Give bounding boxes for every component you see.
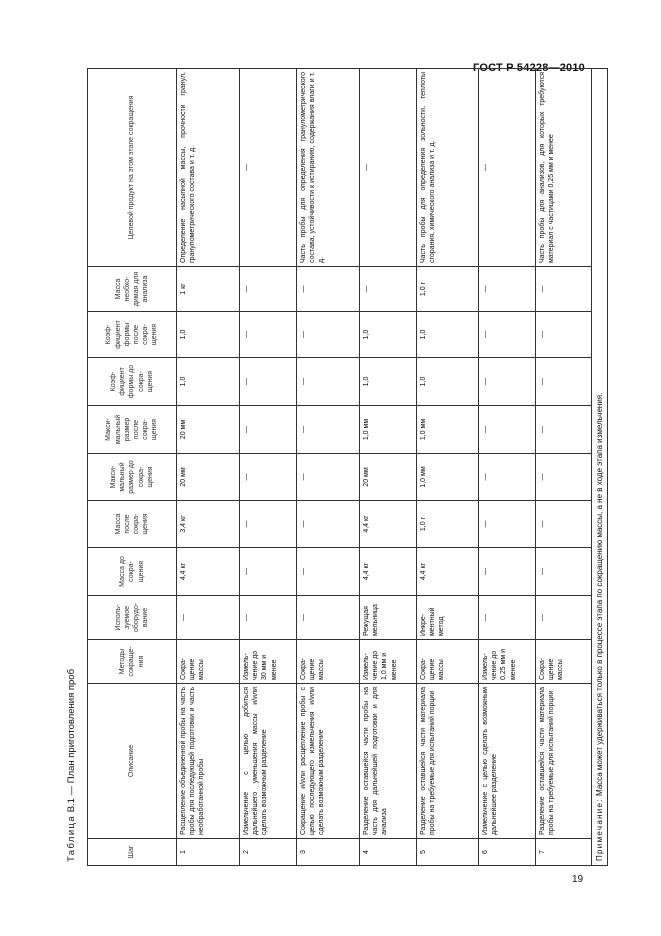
cell-description: Сокращение и/или расщепление пробы с целью последующего измельчения и/или сделать возможным разделение [297, 684, 360, 839]
cell-step: 2 [240, 839, 297, 866]
col-mass-before: Масса до сокра-щения [88, 548, 177, 596]
cell-target-product: Часть пробы для определения зольности, теплоты сгорания, химического анализа и т. д. [417, 69, 479, 267]
cell-shape-before: — [479, 358, 536, 406]
cell-method: Измель-чение до 1,0 мм и менее [360, 640, 417, 684]
cell-method: Измель-чение до 0,25 мм и менее [479, 640, 536, 684]
cell-target-product: Часть пробы для определения гранулометрического состава, устойчивости к истиранию, содержания влаги и т. д. [297, 69, 360, 267]
cell-mass-required: — [360, 267, 417, 312]
rotated-table-area [66, 66, 604, 866]
cell-mass-before: — [297, 548, 360, 596]
cell-shape-before: 1,0 [417, 358, 479, 406]
col-equipment: Исполь-зуемое оборудо-вание [88, 596, 177, 640]
cell-maxsize-after: — [297, 406, 360, 454]
cell-equipment: — [536, 596, 592, 640]
cell-mass-required: 1 кг [177, 267, 240, 312]
cell-maxsize-after: — [536, 406, 592, 454]
cell-maxsize-before: — [240, 454, 297, 501]
cell-mass-required: — [240, 267, 297, 312]
cell-shape-before: 1,0 [177, 358, 240, 406]
cell-mass-after: 4,4 кг [360, 501, 417, 548]
cell-mass-before: 4,4 кг [177, 548, 240, 596]
cell-step: 3 [297, 839, 360, 866]
cell-equipment: — [177, 596, 240, 640]
cell-maxsize-after: 20 мм [177, 406, 240, 454]
col-mass-required: Масса необхо-димая для анализа [88, 267, 177, 312]
cell-mass-after: 1,0 г [417, 501, 479, 548]
cell-mass-after: — [240, 501, 297, 548]
document-id: ГОСТ Р 54228—2010 [473, 62, 585, 74]
table-row [177, 69, 240, 866]
col-methods: Методы сокраще-ния [88, 640, 177, 684]
cell-target-product: — [240, 69, 297, 267]
col-step: Шаг [88, 839, 177, 866]
cell-step: 6 [479, 839, 536, 866]
cell-target-product: — [479, 69, 536, 267]
cell-maxsize-after: — [240, 406, 297, 454]
header-row [88, 69, 177, 866]
cell-maxsize-before: 20 мм [177, 454, 240, 501]
col-maxsize-before: Макси-мальный размер до сокра-щения [88, 454, 177, 501]
cell-target-product: Часть пробы для анализов, для которых требуются материал с частицами 0,25 мм и менее [536, 69, 592, 267]
note-text: Масса может удерживаться только в процессе этапа по сокращению массы, а не в ходе этапа измельчения. [595, 392, 604, 796]
cell-mass-after: — [536, 501, 592, 548]
col-target-product: Целевой продукт на этом этапе сокращения [88, 69, 177, 267]
cell-description: Измельчение с целью добиться дальнейшего уменьшения массы и/или сделать возможным разделение [240, 684, 297, 839]
cell-method: Сокра-щение массы [297, 640, 360, 684]
cell-shape-after: — [536, 312, 592, 358]
cell-maxsize-before: — [479, 454, 536, 501]
cell-equipment: Режущая мельница [360, 596, 417, 640]
page-number: 19 [572, 874, 584, 885]
cell-mass-required: — [297, 267, 360, 312]
caption-label: Таблица [66, 814, 77, 862]
cell-mass-before: — [536, 548, 592, 596]
cell-shape-after: 1,0 [177, 312, 240, 358]
cell-mass-required: — [536, 267, 592, 312]
cell-mass-before: 4,4 кг [417, 548, 479, 596]
col-mass-after: Масса после сокра-щения [88, 501, 177, 548]
table-row [297, 69, 360, 866]
table-row [536, 69, 592, 866]
cell-method: Измель-чение до 30 мм и менее [240, 640, 297, 684]
cell-shape-before: — [297, 358, 360, 406]
cell-mass-after: — [297, 501, 360, 548]
table-row [479, 69, 536, 866]
cell-description: Разделение оставшейся части пробы на часть для дальнейшей подготовки и для анализа [360, 684, 417, 839]
cell-shape-before: 1,0 [360, 358, 417, 406]
cell-equipment: — [297, 596, 360, 640]
cell-description: Разделение оставшейся части материала пробы на требуемые для испытаний порции [536, 684, 592, 839]
col-shape-before: Коэф-фициент формы до сокра-щения [88, 358, 177, 406]
cell-maxsize-before: 1,0 мм [417, 454, 479, 501]
cell-target-product: Определение насыпной массы, прочности гранул, гранулометрического состава и т. д. [177, 69, 240, 267]
cell-method: Сокра-щение массы [177, 640, 240, 684]
cell-target-product: — [360, 69, 417, 267]
col-maxsize-after: Макси-мальный размер после сокра-щения [88, 406, 177, 454]
cell-shape-after: — [297, 312, 360, 358]
cell-maxsize-after: 1,0 мм [417, 406, 479, 454]
cell-step: 1 [177, 839, 240, 866]
table-caption [66, 669, 77, 862]
table-row [360, 69, 417, 866]
cell-equipment: — [240, 596, 297, 640]
cell-step: 4 [360, 839, 417, 866]
col-description: Описание [88, 684, 177, 839]
cell-maxsize-before: — [536, 454, 592, 501]
table-row [417, 69, 479, 866]
cell-step: 5 [417, 839, 479, 866]
col-shape-after: Коэф-фициент формы после сокра-щения [88, 312, 177, 358]
cell-shape-after: — [240, 312, 297, 358]
cell-description: Разделение оставшейся части материала пробы на требуемые для испытаний порции [417, 684, 479, 839]
cell-maxsize-before: — [297, 454, 360, 501]
cell-shape-after: 1,0 [360, 312, 417, 358]
cell-method: Сокра-щение массы [536, 640, 592, 684]
cell-maxsize-after: 1,0 мм [360, 406, 417, 454]
cell-mass-after: 3,4 кг [177, 501, 240, 548]
note-row [592, 69, 608, 866]
cell-step: 7 [536, 839, 592, 866]
table-note [592, 69, 608, 866]
cell-equipment: Инкре-ментный метод [417, 596, 479, 640]
cell-mass-required: — [479, 267, 536, 312]
cell-mass-after: — [479, 501, 536, 548]
cell-shape-before: — [536, 358, 592, 406]
cell-maxsize-after: — [479, 406, 536, 454]
cell-description: Измельчение с целью сделать возможным дальнейшее разделение [479, 684, 536, 839]
cell-mass-required: 1,0 г [417, 267, 479, 312]
note-label: Примечание: [595, 798, 604, 861]
cell-shape-after: 1,0 [417, 312, 479, 358]
cell-shape-before: — [240, 358, 297, 406]
sample-preparation-table [87, 68, 608, 866]
cell-mass-before: 4,4 кг [360, 548, 417, 596]
cell-maxsize-before: 20 мм [360, 454, 417, 501]
table-row [240, 69, 297, 866]
cell-mass-before: — [479, 548, 536, 596]
cell-description: Расщепление объединенной пробы на часть пробы для последующей подготовки и часть необработанной пробы [177, 684, 240, 839]
cell-method: Сокра-щение массы [417, 640, 479, 684]
cell-mass-before: — [240, 548, 297, 596]
caption-text: В.1 — План приготовления проб [66, 668, 77, 813]
cell-shape-after: — [479, 312, 536, 358]
cell-equipment: — [479, 596, 536, 640]
